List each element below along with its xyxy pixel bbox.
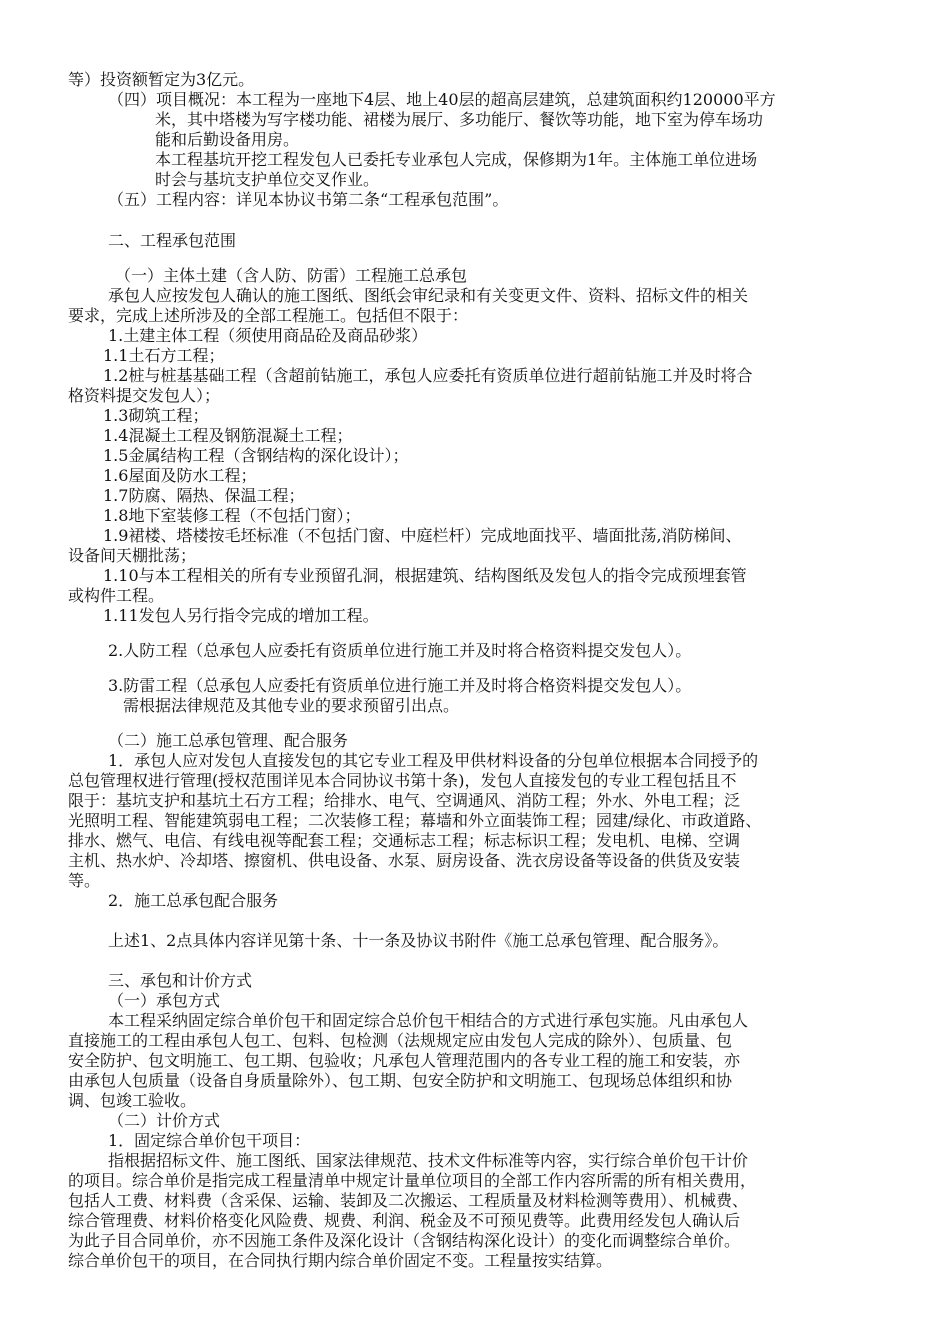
text-line: 综合单价包干的项目，在合同执行期内综合单价固定不变。工程量按实结算。 [68, 1251, 613, 1270]
text-line: 1.3砌筑工程； [103, 406, 209, 425]
text-line: 能和后勤设备用房。 [155, 130, 300, 149]
text-line: 本工程采纳固定综合单价包干和固定综合总价包干相结合的方式进行承包实施。凡由承包人 [108, 1011, 749, 1030]
text-line: 光照明工程、智能建筑弱电工程；二次装修工程；幕墙和外立面装饰工程；园建/绿化、市政道路、 [68, 811, 762, 830]
text-line: 1.10与本工程相关的所有专业预留孔洞，根据建筑、结构图纸及发包人的指令完成预埋套管 [103, 566, 747, 585]
section-heading: 二、工程承包范围 [108, 231, 237, 250]
text-line: 主机、热水炉、冷却塔、擦窗机、供电设备、水泵、厨房设备、洗衣房设备等设备的供货及安装 [68, 851, 741, 870]
text-line: 3.防雷工程（总承包人应委托有资质单位进行施工并及时将合格资料提交发包人）。 [108, 676, 692, 695]
text-line: 1.8地下室装修工程（不包括门窗）； [103, 506, 361, 525]
text-line: 包括人工费、材料费（含采保、运输、装卸及二次搬运、工程质量及材料检测等费用）、机械费、 [68, 1191, 749, 1210]
text-line: 承包人应按发包人确认的施工图纸、图纸会审纪录和有关变更文件、资料、招标文件的相关 [108, 286, 749, 305]
text-line: （四）项目概况：本工程为一座地下4层、地上40层的超高层建筑，总建筑面积约120000平方 [108, 90, 776, 109]
text-line: 格资料提交发包人）； [68, 386, 221, 405]
text-line: 1.5金属结构工程（含钢结构的深化设计）； [103, 446, 409, 465]
text-line: 1.7防腐、隔热、保温工程； [103, 486, 305, 505]
text-line: 需根据法律规范及其他专业的要求预留引出点。 [123, 696, 460, 715]
text-line: 上述1、2点具体内容详见第十条、十一条及协议书附件《施工总承包管理、配合服务》。 [108, 931, 729, 950]
text-line: 1．承包人应对发包人直接发包的其它专业工程及甲供材料设备的分包单位根据本合同授予的 [108, 751, 759, 770]
text-line: 本工程基坑开挖工程发包人已委托专业承包人完成，保修期为1年。主体施工单位进场 [155, 150, 758, 169]
text-line: 米，其中塔楼为写字楼功能、裙楼为展厅、多功能厅、餐饮等功能，地下室为停车场功 [155, 110, 764, 129]
text-line: 限于：基坑支护和基坑土石方工程；给排水、电气、空调通风、消防工程；外水、外电工程；泛 [68, 791, 741, 810]
text-line: 综合管理费、材料价格变化风险费、规费、利润、税金及不可预见费等。此费用经发包人确认后 [68, 1211, 741, 1230]
text-line: （五）工程内容：详见本协议书第二条“工程承包范围”。 [108, 190, 509, 209]
text-line: 1.2桩与桩基基础工程（含超前钻施工，承包人应委托有资质单位进行超前钻施工并及时将合 [103, 366, 753, 385]
text-line: 1.4混凝土工程及钢筋混凝土工程； [103, 426, 353, 445]
subsection-heading: （二）计价方式 [108, 1111, 221, 1130]
text-line: 等。 [68, 871, 101, 890]
text-line: 1.9裙楼、塔楼按毛坯标准（不包括门窗、中庭栏杆）完成地面找平、墙面批荡,消防梯间、 [103, 526, 742, 545]
text-line: 要求，完成上述所涉及的全部工程施工。包括但不限于： [68, 306, 469, 325]
text-line: 指根据招标文件、施工图纸、国家法律规范、技术文件标准等内容，实行综合单价包干计价 [108, 1151, 749, 1170]
section-heading: 三、承包和计价方式 [108, 971, 253, 990]
text-line: 等）投资额暂定为3亿元。 [68, 70, 255, 89]
text-line: 为此子目合同单价，亦不因施工条件及深化设计（含钢结构深化设计）的变化而调整综合单价。 [68, 1231, 741, 1250]
text-line: 1.6屋面及防水工程； [103, 466, 257, 485]
text-line: 或构件工程。 [68, 586, 165, 605]
text-line: 2．施工总承包配合服务 [108, 891, 279, 910]
text-line: 由承包人包质量（设备自身质量除外）、包工期、包安全防护和文明施工、包现场总体组织和协 [68, 1071, 733, 1090]
text-line: 1.11发包人另行指令完成的增加工程。 [103, 606, 379, 625]
text-line: 1.1土石方工程； [103, 346, 225, 365]
text-line: 调、包竣工验收。 [68, 1091, 197, 1110]
text-line: 直接施工的工程由承包人包工、包料、包检测（法规规定应由发包人完成的除外）、包质量、包 [68, 1031, 733, 1050]
text-line: 1.土建主体工程（须使用商品砼及商品砂浆） [108, 326, 428, 345]
text-line: 设备间天棚批荡； [68, 546, 197, 565]
text-line: 1．固定综合单价包干项目： [108, 1131, 311, 1150]
text-line: 排水、燃气、电信、有线电视等配套工程；交通标志工程；标志标识工程；发电机、电梯、空调 [68, 831, 741, 850]
subsection-heading: （一）承包方式 [108, 991, 221, 1010]
text-line: 2.人防工程（总承包人应委托有资质单位进行施工并及时将合格资料提交发包人）。 [108, 641, 692, 660]
text-line: 安全防护、包文明施工、包工期、包验收；凡承包人管理范围内的各专业工程的施工和安装，亦 [68, 1051, 741, 1070]
text-line: 的项目。综合单价是指完成工程量清单中规定计量单位项目的全部工作内容所需的所有相关费用， [68, 1171, 757, 1190]
text-line: 总包管理权进行管理(授权范围详见本合同协议书第十条)，发包人直接发包的专业工程包括且不 [68, 771, 737, 790]
text-line: 时会与基坑支护单位交叉作业。 [155, 170, 380, 189]
subsection-heading: （二）施工总承包管理、配合服务 [108, 731, 349, 750]
subsection-heading: （一）主体土建（含人防、防雷）工程施工总承包 [115, 266, 468, 285]
